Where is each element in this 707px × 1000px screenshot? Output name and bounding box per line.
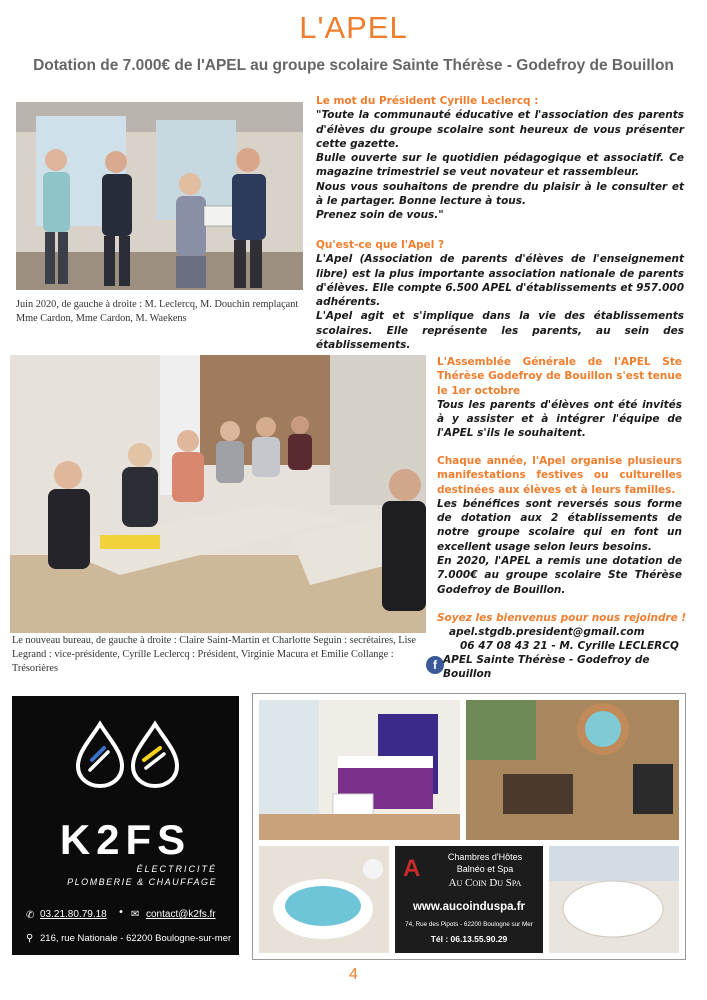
president-paragraph: Prenez soin de vous." <box>316 209 444 222</box>
page-number: 4 <box>349 966 358 983</box>
photo-new-board <box>10 355 426 633</box>
yearly-paragraph: Les bénéfices sont reversés sous forme de dotation aux 2 établissements de notre groupe scolaire qui en font un excellent usage selon leurs besoins. <box>437 497 682 553</box>
spa-phone: Tél : 06.13.55.90.29 <box>430 934 508 944</box>
page-subtitle: Dotation de 7.000€ de l'APEL au groupe scolaire Sainte Thérèse - Godefroy de Bouillon <box>33 57 674 74</box>
ad-k2fs <box>12 696 239 955</box>
location-icon: ⚲ <box>26 933 34 944</box>
k2fs-logo-icon <box>70 720 185 790</box>
apel-heading: Qu'est-ce que l'Apel ? <box>316 239 445 251</box>
phone-icon: ✆ <box>26 910 35 921</box>
dot-separator: • <box>118 907 124 918</box>
mail-icon: ✉ <box>131 909 140 920</box>
k2fs-line1: ÉLECTRICITÉ <box>136 864 217 874</box>
president-section <box>316 94 684 223</box>
president-heading: Le mot du Président Cyrille Leclercq : <box>316 95 539 107</box>
apel-section <box>316 238 684 352</box>
yearly-section <box>437 454 682 597</box>
spa-line1: Chambres d'Hôtes <box>447 852 523 862</box>
contact-phone: 06 47 08 43 21 - M. Cyrille LECLERCQ <box>460 640 679 652</box>
photo-new-board-caption: Le nouveau bureau, de gauche à droite : Claire Saint-Martin et Charlotte Seguin : secrétaires, Lise Legrand : vice-présidente, Cyrille Leclercq : Président, Virginie Macura et Emilie Collange : Trésorières <box>12 635 417 674</box>
contact-email[interactable]: apel.stgdb.president@gmail.com <box>449 626 645 638</box>
assembly-text: Tous les parents d'élèves ont été invités à y assister et à intégrer l'équipe de l'APEL s'ils le souhaitent. <box>437 398 682 440</box>
president-paragraph: Nous vous souhaitons de prendre du plaisir à le consulter et à le partager. Bonne lecture à tous. <box>316 180 684 208</box>
spa-website: www.aucoinduspa.fr <box>412 901 526 913</box>
welcome-text: Soyez les bienvenus pour nous rejoindre ! <box>437 612 687 624</box>
page-title: L'APEL <box>299 10 408 45</box>
president-paragraph: Bulle ouverte sur le quotidien pédagogique et associatif. Ce magazine trimestriel se veut novateur et rassembleur. <box>316 152 684 179</box>
spa-logo-icon: A <box>403 855 421 882</box>
photo-donation <box>16 102 303 290</box>
spa-info-panel <box>395 846 543 953</box>
president-paragraph: "Toute la communauté éducative et l'association des parents d'élèves du groupe scolaire sont heureux de vous présenter cette gazette. <box>316 109 684 150</box>
k2fs-brand: K2FS <box>59 816 192 863</box>
yearly-heading: Chaque année, l'Apel organise plusieurs manifestations festives ou culturelles destinées aux élèves et à leurs familles. <box>437 455 682 496</box>
assembly-section <box>437 355 682 441</box>
assembly-heading: L'Assemblée Générale de l'APEL Ste Thérèse Godefroy de Bouillon s'est tenue le 1er octobre <box>437 356 682 397</box>
apel-paragraph: L'Apel (Association de parents d'élèves de l'enseignement libre) est la plus importante association nationale de parents d'élèves. Elle compte 6.500 APEL d'établissements et 957.000 adhérents. <box>316 253 684 309</box>
spa-address: 74, Rue des Pipots - 62200 Boulogne sur Mer <box>405 921 533 928</box>
k2fs-phone: 03.21.80.79.18 <box>40 909 107 920</box>
yearly-paragraph: En 2020, l'APEL a remis une dotation de 7.000€ au groupe scolaire Ste Thérèse Godefroy de Bouillon. <box>437 555 682 596</box>
facebook-icon[interactable]: f <box>426 656 444 674</box>
ad-spa <box>252 693 686 960</box>
k2fs-email: contact@k2fs.fr <box>146 909 216 920</box>
apel-paragraph: L'Apel agit et s'implique dans la vie des établissements scolaires. Elle représente les parents, au sein des établissements. <box>316 310 684 352</box>
photo-donation-caption: Juin 2020, de gauche à droite : M. Leclercq, M. Douchin remplaçant Mme Cardon, Mme Cardon, M. Waekens <box>16 299 299 324</box>
k2fs-line2: PLOMBERIE & CHAUFFAGE <box>67 877 217 887</box>
facebook-page-link[interactable]: APEL Sainte Thérèse - Godefroy de Bouillon <box>443 654 650 681</box>
spa-brand: Au Coin Du Spa <box>448 877 522 889</box>
spa-line2: Balnéo et Spa <box>456 864 514 874</box>
k2fs-address: 216, rue Nationale - 62200 Boulogne-sur-mer <box>40 933 232 944</box>
